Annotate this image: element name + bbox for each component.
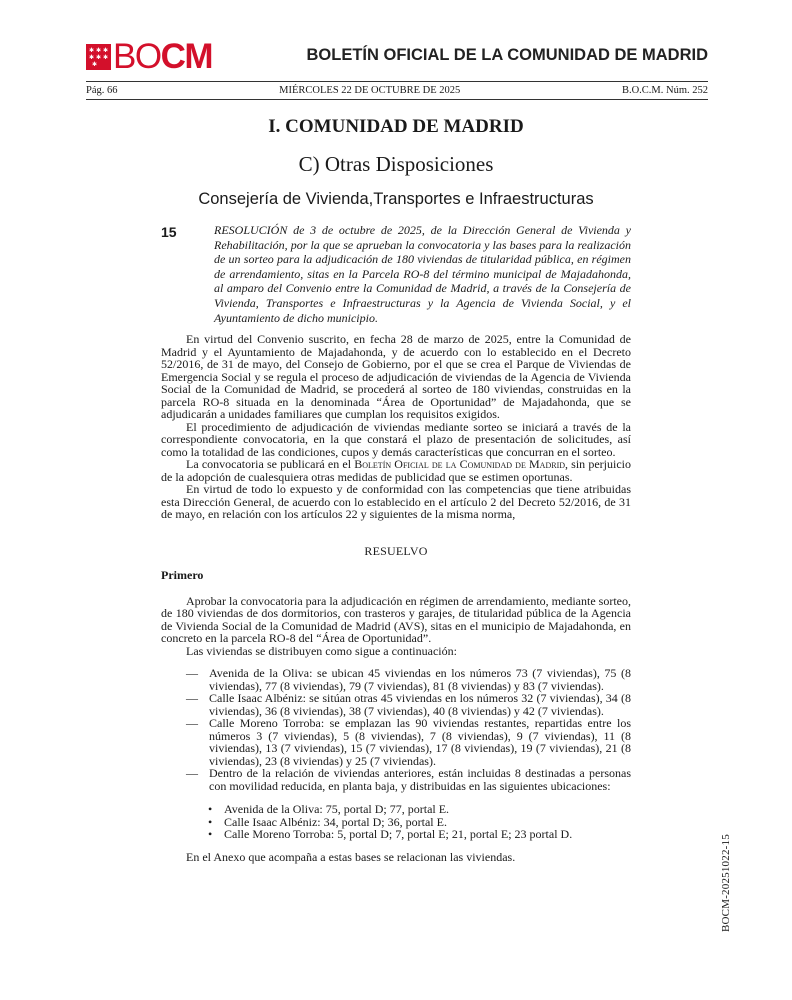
paragraph-text: , sin perjuicio de la adopción de cualesquiera otras medidas de publicidad que se estimen oportunas. [161,457,632,484]
bocm-logo [86,37,213,76]
issue-number: B.O.C.M. Núm. 252 [621,85,708,96]
list-item-text: Calle Isaac Albéniz: se sitúan otras 45 viviendas en los números 32 (7 viviendas), 34 (8 viviendas), 36 (8 viviendas), 38 (7 viviendas), 40 (8 viviendas) y 42 (7 viviendas). [209,691,631,718]
dash-marker: — [186,666,198,680]
document-body [161,333,631,863]
bulletin-title: BOLETÍN OFICIAL DE LA COMUNIDAD DE MADRID [306,46,708,64]
issue-date: MIÉRCOLES 22 DE OCTUBRE DE 2025 [279,85,461,96]
paragraph [161,458,631,483]
paragraph: En virtud del Convenio suscrito, en fecha 28 de marzo de 2025, entre la Comunidad de Madrid y el Ayuntamiento de Majadahonda, y de acuerdo con lo establecido en el Decreto 52/2016, de 31 de mayo, del Consejo de Gobierno, por el que se crea el Parque de Viviendas de Emergencia Social y se regula el proceso de adjudicación de viviendas de la Agencia de Vivienda Social de la Comunidad de Madrid, se procederá al sorteo de 180 viviendas, construidas en la parcela RO-8 situada en la denominada “Área de Oportunidad” de Majadahonda, que se adjudicarán a unidades familiares que cumplan los requisitos exigidos. [161,332,631,421]
list-item-text: Dentro de la relación de viviendas anteriores, están incluidas 8 destinadas a personas con movilidad reducida, en planta baja, y distribuidas en las siguientes ubicaciones: [209,766,631,793]
dwelling-list [161,667,631,792]
header-meta [86,85,708,96]
bulletin-name: Boletín Oficial de la Comunidad de Madrid [354,457,566,471]
bullet-item-text: Calle Moreno Torroba: 5, portal D; 7, portal E; 21, portal E; 23 portal D. [224,827,573,841]
paragraph: En virtud de todo lo expuesto y de conformidad con las competencias que tiene atribuidas esta Dirección General, de acuerdo con lo establecido en el artículo 2 del Decreto 52/2016, de 31 de mayo, en relación con los artículos 22 y siguientes de la misma norma, [161,482,631,521]
paragraph: El procedimiento de adjudicación de viviendas mediante sorteo se iniciará a través de la correspondiente convocatoria, en la que constará el plazo de presentación de solicitudes, así como la totalidad de las condiciones, cupos y demás características que concurran en el sorteo. [161,419,631,459]
bullet-marker: • [208,814,213,829]
bullet-marker: • [208,827,213,841]
reduced-mobility-list [161,803,631,841]
bullet-item-text: Calle Isaac Albéniz: 34, portal D; 36, portal E. [224,814,447,829]
list-item [161,717,631,767]
bullet-marker: • [208,802,213,816]
page-number: Pág. 66 [86,85,118,96]
paragraph-text: La convocatoria se publicará en el [186,457,355,471]
logo-text-bold: CM [160,37,213,76]
list-item-text: Avenida de la Oliva: se ubican 45 viviendas en los números 73 (7 viviendas), 75 (8 viviendas), 77 (8 viviendas), 79 (7 viviendas), 81 (8 viviendas) y 83 (7 viviendas). [209,666,631,693]
dash-marker: — [186,716,198,730]
paragraph: En el Anexo que acompaña a estas bases se relacionan las viviendas. [186,849,516,864]
list-item [161,667,631,692]
article-number: 15 [161,224,177,240]
dash-marker: — [186,766,198,780]
logo-wordmark [113,37,213,76]
section-level-2: C) Otras Disposiciones [298,152,494,176]
madrid-flag-icon: ✱ ✱ ✱ ✱ ✱ ✱ ✱ [86,44,111,70]
list-item [161,767,631,792]
section-level-1: I. COMUNIDAD DE MADRID [268,116,524,137]
resuelvo-heading: RESUELVO [364,543,428,558]
bullet-item-text: Avenida de la Oliva: 75, portal D; 77, portal E. [224,802,450,816]
bullet-item [161,828,631,841]
dash-marker: — [186,691,198,705]
logo-text-light: BO [113,37,161,76]
meta-divider [86,99,708,100]
primero-heading: Primero [161,568,204,582]
list-item [161,692,631,717]
document-code: BOCM-20251022-15 [720,834,732,932]
header-divider [86,81,708,82]
section-department: Consejería de Vivienda,Transportes e Infraestructuras [198,190,594,208]
list-item-text: Calle Moreno Torroba: se emplazan las 90 viviendas restantes, repartidas entre los números 3 (7 viviendas), 5 (8 viviendas), 7 (8 viviendas), 9 (7 viviendas), 11 (8 viviendas), 13 (7 viviendas), 15 (7 viviendas), 17 (8 viviendas), 19 (7 viviendas), 21 (8 viviendas), 23 (8 viviendas) y 25 (7 viviendas). [209,716,631,768]
paragraph: Las viviendas se distribuyen como sigue a continuación: [186,643,457,658]
resolution-summary: RESOLUCIÓN de 3 de octubre de 2025, de la Dirección General de Vivienda y Rehabilitación, por la que se aprueban la convocatoria y las bases para la realización de un sorteo para la adjudicación de 180 viviendas de titularidad pública, en régimen de arrendamiento, sitas en la Parcela RO-8 del término municipal de Majadahonda, al amparo del Convenio entre la Comunidad de Madrid, a través de la Consejería de Vivienda, Transportes e Infraestructuras y la Agencia de Vivienda Social, y el Ayuntamiento de dicho municipio. [214,223,631,325]
paragraph: Aprobar la convocatoria para la adjudicación en régimen de arrendamiento, mediante sorteo, de 180 viviendas de dos dormitorios, con trasteros y garajes, de titularidad pública de la Agencia de Vivienda Social de la Comunidad de Madrid (AVS), sitas en el municipio de Majadahonda, en concreto en la parcela RO-8 del “Área de Oportunidad”. [161,593,631,645]
